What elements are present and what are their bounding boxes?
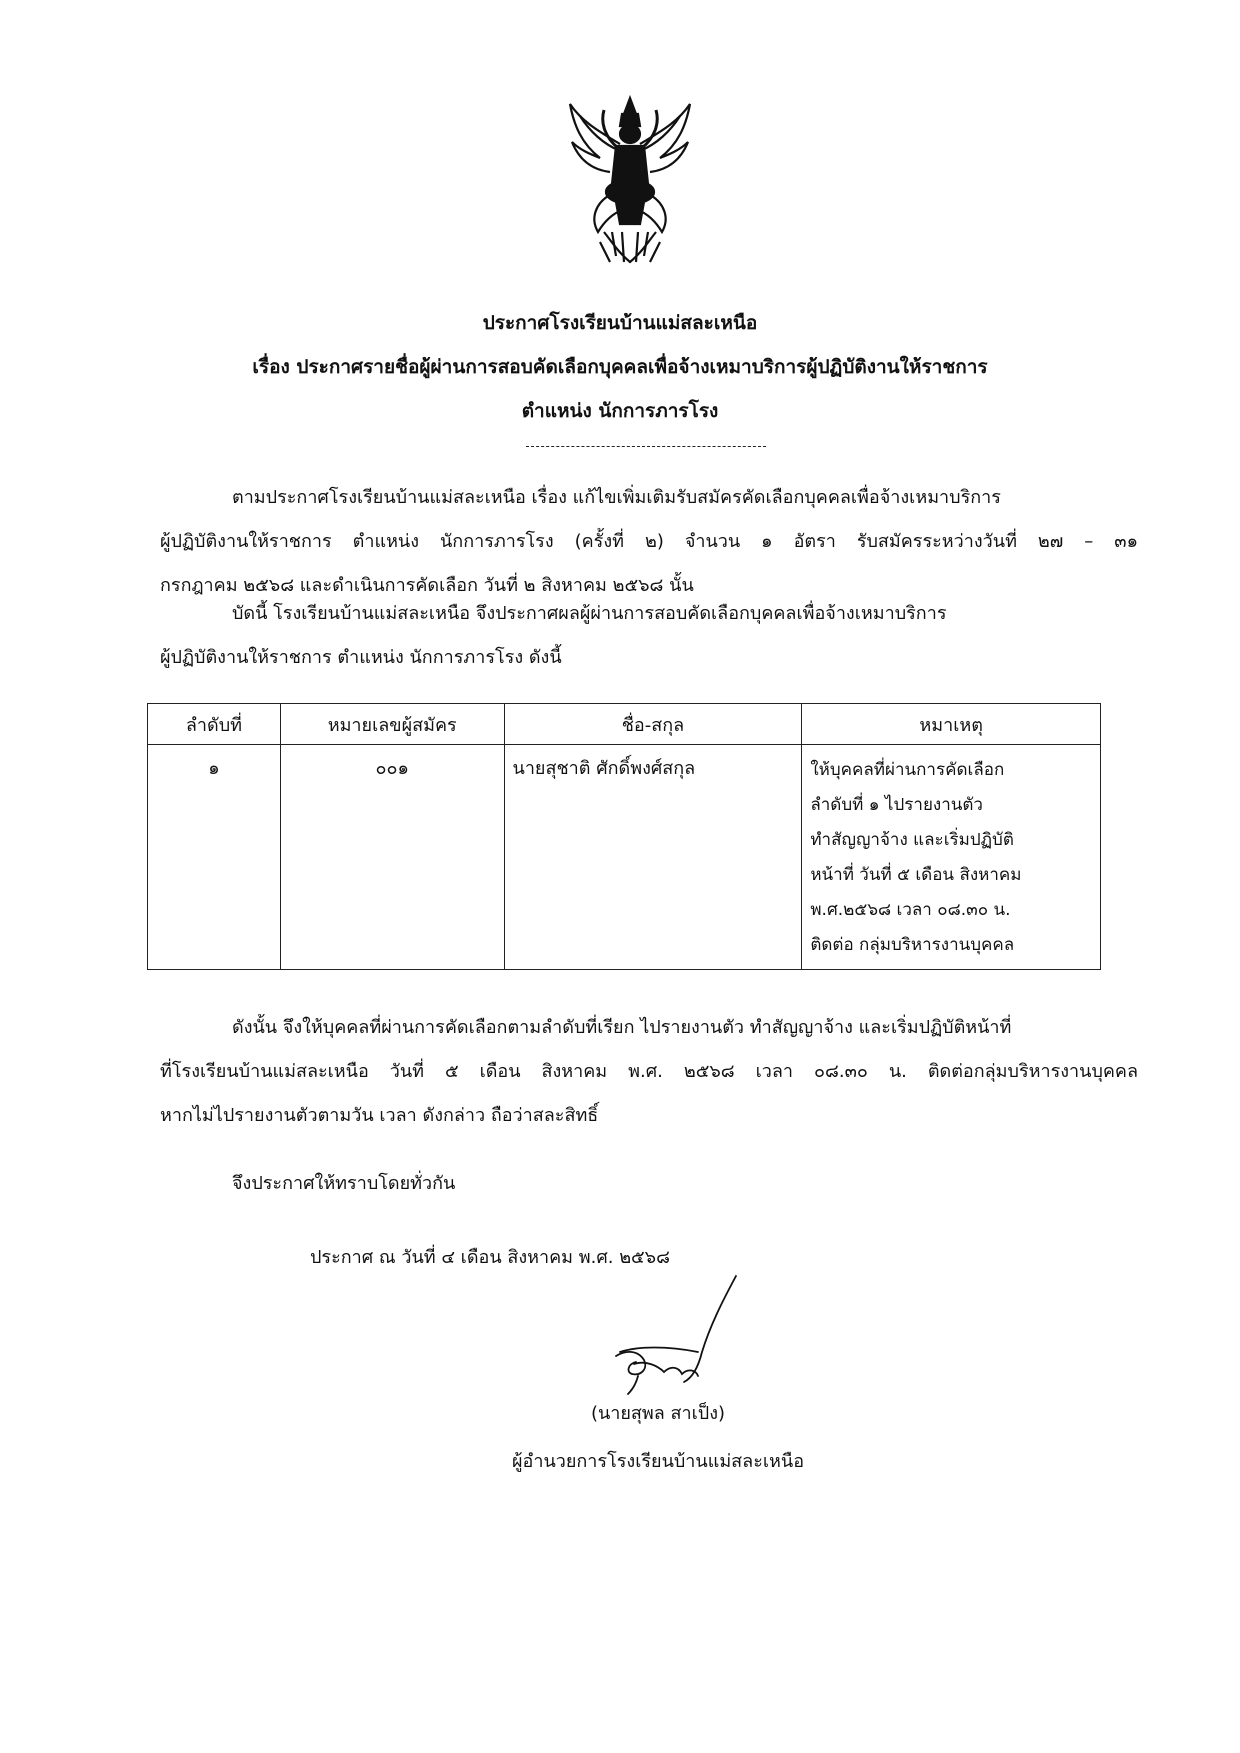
document-subject: เรื่อง ประกาศรายชื่อผู้ผ่านการสอบคัดเลือกบุคคลเพื่อจ้างเหมาบริการผู้ปฏิบัติงานให้ราชการ (252, 356, 988, 378)
cell-order: ๑ (148, 745, 281, 970)
paragraph-line: ดังนั้น จึงให้บุคคลที่ผ่านการคัดเลือกตามลำดับที่เรียก ไปรายงานตัว ทำสัญญาจ้าง และเริ่มปฏิบัติหน้าที่ (232, 1017, 1012, 1038)
paragraph-line: บัดนี้ โรงเรียนบ้านแม่สละเหนือ จึงประกาศผลผู้ผ่านการสอบคัดเลือกบุคคลเพื่อจ้างเหมาบริการ (232, 603, 947, 624)
paragraph-line: ผู้ปฏิบัติงานให้ราชการ ตำแหน่ง นักการภารโรง ดังนี้ (160, 647, 562, 668)
remark-line: หน้าที่ วันที่ ๕ เดือน สิงหาคม (810, 865, 1022, 885)
signer-title: ผู้อำนวยการโรงเรียนบ้านแม่สละเหนือ (511, 1451, 805, 1472)
document-position: ตำแหน่ง นักการภารโรง (521, 400, 719, 422)
results-table (147, 703, 1101, 970)
remark-line: ให้บุคคลที่ผ่านการคัดเลือก (810, 760, 1005, 780)
header-applicant-number: หมายเลขผู้สมัคร (280, 704, 504, 745)
header-remark: หมาเหตุ (802, 704, 1101, 745)
paragraph-line: หากไม่ไปรายงานตัวตามวัน เวลา ดังกล่าว ถือว่าสละสิทธิ์ (160, 1105, 599, 1126)
remark-line: ติดต่อ กลุ่มบริหารงานบุคคล (810, 935, 1015, 955)
paragraph-line: กรกฎาคม ๒๕๖๘ และดำเนินการคัดเลือก วันที่ ๒ สิงหาคม ๒๕๖๘ นั้น (160, 575, 694, 596)
cell-remark (802, 745, 1101, 970)
closing-notice: จึงประกาศให้ทราบโดยทั่วกัน (232, 1173, 456, 1194)
header-full-name: ชื่อ-สกุล (504, 704, 802, 745)
remark-line: พ.ศ.๒๕๖๘ เวลา ๐๘.๓๐ น. (810, 900, 1011, 920)
cell-applicant-number: ๐๐๑ (280, 745, 504, 970)
paragraph-line: ที่โรงเรียนบ้านแม่สละเหนือ วันที่ ๕ เดือน สิงหาคม พ.ศ. ๒๕๖๘ เวลา ๐๘.๓๐ น. ติดต่อกลุ่มบริหารงานบุคคล (160, 1061, 1138, 1082)
title-divider (526, 446, 766, 447)
remark-line: ลำดับที่ ๑ ไปรายงานตัว (810, 795, 983, 815)
paragraph-line: ตามประกาศโรงเรียนบ้านแม่สละเหนือ เรื่อง แก้ไขเพิ่มเติมรับสมัครคัดเลือกบุคคลเพื่อจ้างเหมาบริการ (232, 487, 1001, 508)
table-header-row (148, 704, 1101, 745)
paragraph-line: ผู้ปฏิบัติงานให้ราชการ ตำแหน่ง นักการภารโรง (ครั้งที่ ๒) จำนวน ๑ อัตรา รับสมัครระหว่างวันที่ ๒๗ – ๓๑ (160, 531, 1138, 552)
header-order: ลำดับที่ (148, 704, 281, 745)
handwritten-signature (598, 1272, 758, 1404)
remark-line: ทำสัญญาจ้าง และเริ่มปฏิบัติ (810, 830, 1014, 850)
garuda-emblem-icon (560, 92, 700, 272)
signer-name: (นายสุพล สาเป็ง) (590, 1403, 726, 1424)
document-title: ประกาศโรงเรียนบ้านแม่สละเหนือ (482, 312, 758, 334)
table-row (148, 745, 1101, 970)
announcement-date: ประกาศ ณ วันที่ ๔ เดือน สิงหาคม พ.ศ. ๒๕๖๘ (310, 1247, 670, 1268)
cell-full-name: นายสุชาติ ศักดิ์พงศ์สกุล (504, 745, 802, 970)
